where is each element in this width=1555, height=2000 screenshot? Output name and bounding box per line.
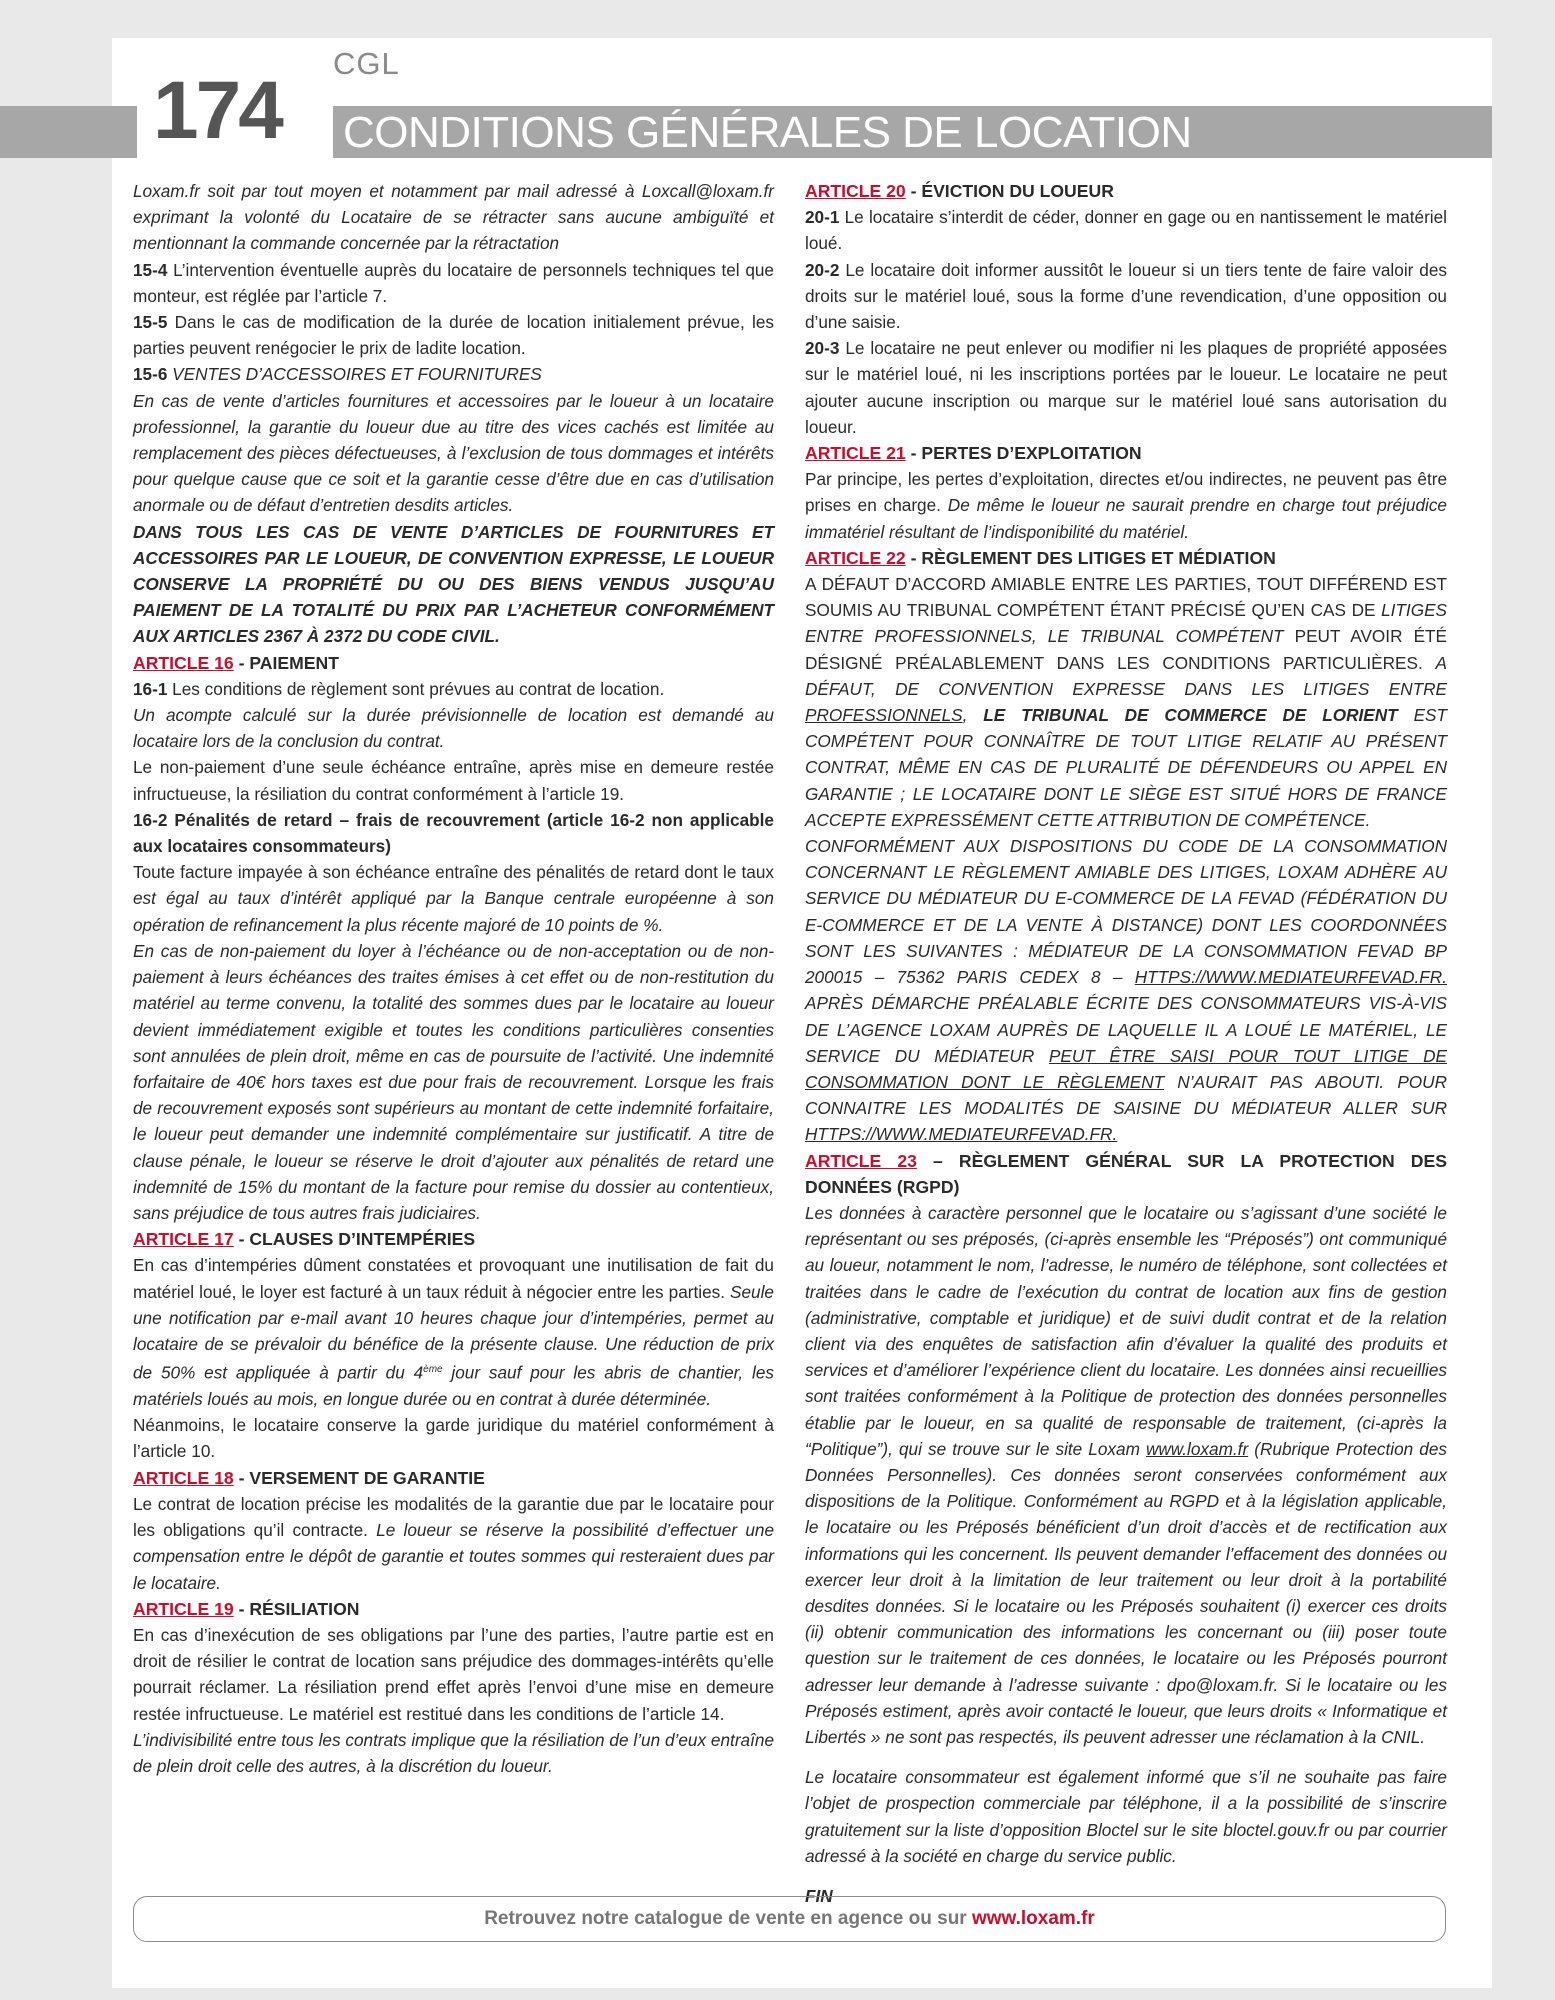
end-marker: FIN: [805, 1886, 833, 1906]
article-23-heading: ARTICLE 23 – RÈGLEMENT GÉNÉRAL SUR LA PROTECTION DES DONNÉES (RGPD): [805, 1150, 1447, 1197]
clause-16-1: 16-1 Les conditions de règlement sont prévues au contrat de location.: [133, 678, 665, 699]
clause-16-1-deposit: Un acompte calculé sur la durée prévisionnelle de location est demandé au locataire lors de la conclusion du contrat.: [133, 705, 774, 752]
left-column: [133, 178, 774, 1779]
clause-19-text: En cas d’inexécution de ses obligations par l’une des parties, l’autre partie est en droit de résilier le contrat de location sans préjudice des dommages-intérêts qu’elle pourrait réclamer. La résiliation prend effet après l’envoi d’une mise en demeure restée infructueuse. Le matériel est restitué dans les conditions de l’article 14.: [133, 1624, 774, 1724]
clause-16-1-nonpayment: Le non-paiement d’une seule échéance entraîne, après mise en demeure restée infructueuse, la résiliation du contrat conformément à l’article 19.: [133, 757, 774, 804]
clause-23-bloctel: Le locataire consommateur est également informé que s’il ne souhaite pas faire l’objet de prospection commerciale par téléphone, il a la possibilité de s’inscrire gratuitement sur la liste d’opposition Bloctel sur le site bloctel.gouv.fr ou par courrier adressé à la société en charge du service public.: [805, 1767, 1447, 1866]
clause-15-6-title: 15-6 VENTES D’ACCESSOIRES ET FOURNITURES: [133, 364, 542, 385]
clause-16-2-penalties: Toute facture impayée à son échéance entraîne des pénalités de retard dont le taux est égal au taux d’intérêt appliqué par la Banque centrale européenne à son opération de refinancement la plus récente majoré de 10 points de %.: [133, 862, 774, 935]
spacer: [805, 1869, 1447, 1883]
mediator-link[interactable]: HTTPS://WWW.MEDIATEURFEVAD.FR.: [1134, 967, 1447, 988]
clause-22-mediation: CONFORMÉMENT AUX DISPOSITIONS DU CODE DE LA CONSOMMATION CONCERNANT LE RÈGLEMENT AMIABLE DES LITIGES, LOXAM ADHÈRE AU SERVICE DU MÉDIATEUR DU E-COMMERCE DE LA FEVAD (FÉDÉRATION DU E-COMMERCE ET DE LA VENTE À DISTANCE) DONT LES COORDONNÉES SONT LES SUIVANTES : MÉDIATEUR DE LA CONSOMMATION FEVAD BP 200015 – 75362 PARIS CEDEX 8 – HTTPS://WWW.MEDIATEURFEVAD.FR. APRÈS DÉMARCHE PRÉALABLE ÉCRITE DES CONSOMMATEURS VIS-À-VIS DE L’AGENCE LOXAM AUPRÈS DE LAQUELLE IL A LOUÉ LE MATÉRIEL, LE SERVICE DU MÉDIATEUR PEUT ÊTRE SAISI POUR TOUT LITIGE DE CONSOMMATION DONT LE RÈGLEMENT N’AURAIT PAS ABOUTI. POUR CONNAITRE LES MODALITÉS DE SAISINE DU MÉDIATEUR ALLER SUR HTTPS://WWW.MEDIATEURFEVAD.FR.: [805, 836, 1447, 1145]
clause-20-2: 20-2 Le locataire doit informer aussitôt le loueur si un tiers tente de faire valoir des droits sur le matériel loué, sous la forme d’une revendication, d’une opposition ou d’une saisie.: [805, 259, 1447, 333]
article-20-heading: ARTICLE 20 - ÉVICTION DU LOUEUR: [805, 181, 1114, 201]
page-number: 174: [153, 65, 281, 156]
article-18-heading: ARTICLE 18 - VERSEMENT DE GARANTIE: [133, 1467, 485, 1488]
mediator-link-2[interactable]: HTTPS://WWW.MEDIATEURFEVAD.FR.: [805, 1124, 1118, 1145]
header-band-left: [0, 106, 137, 158]
article-17-heading: ARTICLE 17 - CLAUSES D’INTEMPÉRIES: [133, 1229, 476, 1250]
section-label: CGL: [333, 46, 400, 81]
clause-15-4: 15-4 L’intervention éventuelle auprès du locataire de personnels techniques tel que monteur, est réglée par l’article 7.: [133, 259, 774, 306]
article-16-heading: ARTICLE 16 - PAIEMENT: [133, 652, 339, 673]
footer-text: Retrouvez notre catalogue de vente en agence ou sur: [484, 1908, 972, 1929]
article-22-heading: ARTICLE 22 - RÈGLEMENT DES LITIGES ET MÉDIATION: [805, 547, 1276, 568]
right-column: [805, 178, 1447, 1909]
clause-17-text: En cas d’intempéries dûment constatées et provoquant une inutilisation de fait du matériel loué, le loyer est facturé à un taux réduit à négocier entre les parties. Seule une notification par e-mail avant 10 heures chaque jour d’intempéries, permet au locataire de se prévaloir du bénéfice de la présente clause. Une réduction de prix de 50% est appliquée à partir du 4ème jour sauf pour les abris de chantier, les matériels loués au mois, en longue durée ou en contrat à durée déterminée.: [133, 1255, 774, 1410]
clause-15-6-text: En cas de vente d’articles fournitures et accessoires par le loueur à un locataire professionnel, la garantie du loueur due au titre des vices cachés est limitée au remplacement des pièces défectueuses, à l’exclusion de tous dommages et intérêts pour quelque cause que ce soit et la garantie cesse d’être due en cas d’utilisation anormale ou de défaut d’entretien desdits articles.: [133, 390, 774, 516]
footer-link[interactable]: www.loxam.fr: [971, 1908, 1095, 1929]
clause-20-3: 20-3 Le locataire ne peut enlever ou modifier ni les plaques de propriété apposées sur le matériel loué, ni les inscriptions portées par le loueur. Le locataire ne peut ajouter aucune inscription ou marque sur le matériel loué sans autorisation du loueur.: [805, 338, 1447, 437]
spacer: [805, 1750, 1447, 1764]
clause-16-2-heading: 16-2 Pénalités de retard – frais de recouvrement (article 16-2 non applicable aux locataires consommateurs): [133, 809, 774, 857]
clause-15-5: 15-5 Dans le cas de modification de la durée de location initialement prévue, les parties peuvent renégocier le prix de ladite location.: [133, 312, 774, 359]
loxam-link[interactable]: www.loxam.fr: [1145, 1438, 1249, 1459]
clause-16-2-recovery: En cas de non-paiement du loyer à l’échéance ou de non-acceptation ou de non-paiement à leurs échéances des traites émises à cet effet ou de non-restitution du matériel au terme convenu, la totalité des sommes dues par le locataire au loueur devient immédiatement exigible et toutes les conditions particulières consenties sont annulées de plein droit, même en cas de poursuite de l’activité. Une indemnité forfaitaire de 40€ hors taxes est due pour frais de recouvrement. Lorsque les frais de recouvrement exposés sont supérieurs au montant de cette indemnité forfaitaire, le loueur peut demander une indemnité complémentaire sur justificatif. A titre de clause pénale, le loueur se réserve le droit d’ajouter aux pénalités de retard une indemnité de 15% du montant de la facture pour remise du dossier au contentieux, sans préjudice de tous autres frais judiciaires.: [133, 940, 774, 1223]
footer-banner: [133, 1896, 1446, 1942]
article-21-heading: ARTICLE 21 - PERTES D’EXPLOITATION: [805, 443, 1142, 464]
clause-23-rgpd: Les données à caractère personnel que le locataire ou s’agissant d’une société le représentant ou ses préposés, (ci-après ensemble les “Préposés”) ont communiqué au loueur, notamment le nom, l’adresse, le numéro de téléphone, sont collectées et traitées dans le cadre de l’exécution du contrat de location aux fins de gestion (administrative, comptable et juridique) et de suivi dudit contrat et de la relation client via des enquêtes de satisfaction afin d’évaluer la qualité des produits et services et d’améliorer l’expérience client du locataire. Les données ainsi recueillies sont traitées conformément à la Politique de protection des données personnelles établie par le loueur, en sa qualité de responsable de traitement, (ci-après la “Politique”), qui se trouve sur le site Loxam www.loxam.fr (Rubrique Protection des Données Personnelles). Ces données seront conservées conformément aux dispositions de la Politique. Conformément au RGPD et à la législation applicable, le locataire ou les Préposés bénéficient d’un droit d’accès et de rectification aux informations qui les concernent. Ils peuvent demander l’effacement des données ou exercer leur droit à la limitation de leur traitement ou leur droit à la portabilité desdites données. Si le locataire ou les Préposés souhaitent (i) exercer ces droits (ii) obtenir communication des informations les concernant ou (iii) poser toute question sur le traitement de ces données, le locataire ou les Préposés pourront adresser leur demande à l’adresse suivante : dpo@loxam.fr. Si le locataire ou les Préposés estiment, après avoir contacté le loueur, que leurs droits « Informatique et Libertés » ne sont pas respectés, ils peuvent adresser une réclamation à la CNIL.: [805, 1202, 1447, 1747]
clause-19-indivisibility: L’indivisibilité entre tous les contrats implique que la résiliation de l’un d’eux entraîne de plein droit celle des autres, à la discrétion du loueur.: [133, 1729, 774, 1776]
page-title: CONDITIONS GÉNÉRALES DE LOCATION: [343, 108, 1192, 157]
clause-15-6-caps: DANS TOUS LES CAS DE VENTE D’ARTICLES DE FOURNITURES ET ACCESSOIRES PAR LE LOUEUR, DE CONVENTION EXPRESSE, LE LOUEUR CONSERVE LA PROPRIÉTÉ DU OU DES BIENS VENDUS JUSQU’AU PAIEMENT DE LA TOTALITÉ DU PRIX PAR L’ACHETEUR CONFORMÉMENT AUX ARTICLES 2367 À 2372 DU CODE CIVIL.: [133, 521, 774, 647]
clause-21-text: Par principe, les pertes d’exploitation, directes et/ou indirectes, ne peuvent pas être prises en charge. De même le loueur ne saurait prendre en charge tout préjudice immatériel résultant de l’indisponibilité du matériel.: [805, 469, 1447, 542]
clause-18-text: Le contrat de location précise les modalités de la garantie due par le locataire pour les obligations qu’il contracte. Le loueur se réserve la possibilité d’effectuer une compensation entre le dépôt de garantie et toutes sommes qui resteraient dues par le locataire.: [133, 1493, 775, 1593]
paragraph: Loxam.fr soit par tout moyen et notamment par mail adressé à Loxcall@loxam.fr exprimant la volonté du Locataire de se rétracter sans aucune ambiguïté et mentionnant la commande concernée par la rétractation: [133, 181, 774, 254]
clause-20-1: 20-1 Le locataire s’interdit de céder, donner en gage ou en nantissement le matériel loué.: [805, 207, 1447, 254]
clause-22-jurisdiction: A DÉFAUT D’ACCORD AMIABLE ENTRE LES PARTIES, TOUT DIFFÉREND EST SOUMIS AU TRIBUNAL COMPÉTENT ÉTANT PRÉCISÉ QU’EN CAS DE LITIGES ENTRE PROFESSIONNELS, LE TRIBUNAL COMPÉTENT PEUT AVOIR ÉTÉ DÉSIGNÉ PRÉALABLEMENT DANS LES CONDITIONS PARTICULIÈRES. A DÉFAUT, DE CONVENTION EXPRESSE DANS LES LITIGES ENTRE PROFESSIONNELS, LE TRIBUNAL DE COMMERCE DE LORIENT EST COMPÉTENT POUR CONNAÎTRE DE TOUT LITIGE RELATIF AU PRÉSENT CONTRAT, MÊME EN CAS DE PLURALITÉ DE DÉFENDEURS OU APPEL EN GARANTIE ; LE LOCATAIRE DONT LE SIÈGE EST SITUÉ HORS DE FRANCE ACCEPTE EXPRESSÉMENT CETTE ATTRIBUTION DE COMPÉTENCE.: [805, 574, 1447, 830]
article-19-heading: ARTICLE 19 - RÉSILIATION: [133, 1598, 360, 1619]
clause-17-custody: Néanmoins, le locataire conserve la garde juridique du matériel conformément à l’article 10.: [133, 1415, 774, 1462]
